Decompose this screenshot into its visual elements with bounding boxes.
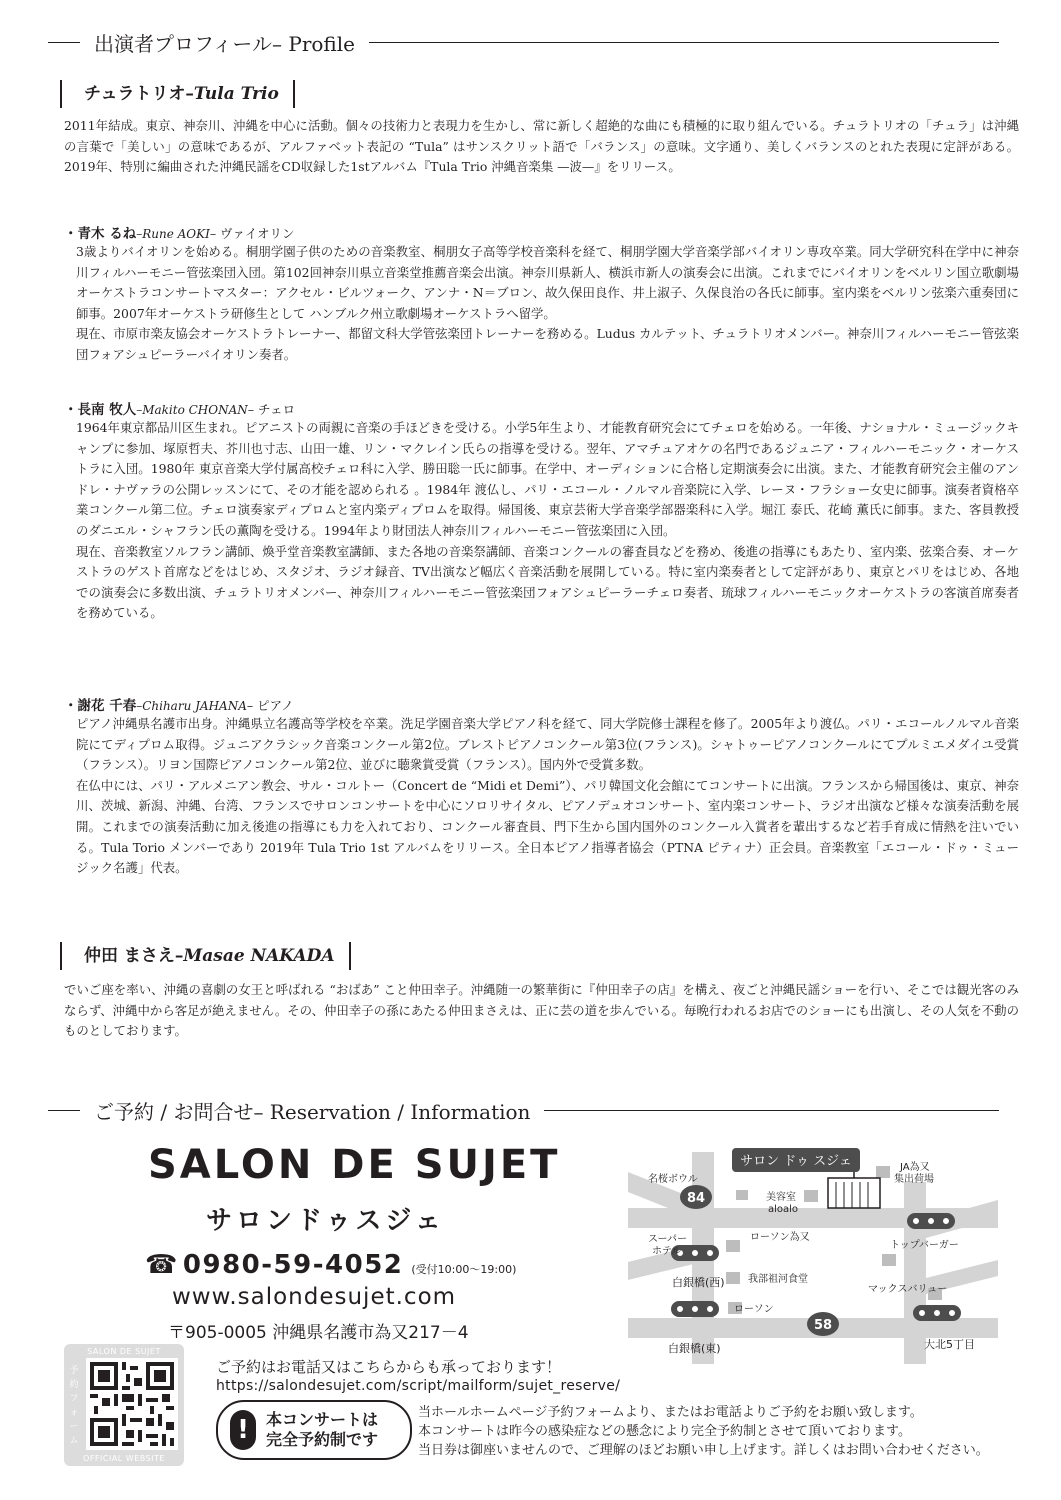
member-name-en: –Chiharu JAHANA — [136, 699, 247, 713]
map-label: ローソン — [734, 1304, 774, 1315]
exclamation-icon: ! — [230, 1410, 256, 1450]
route-84-icon — [680, 1185, 712, 1209]
member-bio-jahana — [76, 714, 1019, 879]
qr-code-icon[interactable] — [86, 1358, 178, 1450]
reservation-url-link[interactable]: https://salondesujet.com/script/mailform/sujet_reserve/ — [216, 1378, 621, 1394]
map-label: ローソン為又 — [750, 1232, 810, 1243]
salon-map-label: サロン ドゥ スジェ — [740, 1154, 852, 1169]
map-label: JA為又 — [900, 1162, 930, 1173]
salon-name-ja: サロンドゥスジェ — [206, 1206, 445, 1236]
map-label: 白銀橋(西) — [672, 1276, 725, 1289]
tula-title-ja: チュラトリオ– — [84, 84, 194, 104]
salon-name-en: SALON DE SUJET — [148, 1142, 561, 1188]
bio-paragraph: 1964年東京都品川区生まれ。ピアニストの両親に音楽の手ほどきを受ける。小学5年生より、才能教育研究会にてチェロを始める。一年後、ナショナル・ミュージックキャンプに参加、塚原哲夫、芥川也寸志、山田一雄、リン・マクレイン氏らの指導を受ける。翌年、アマチュアオケの名門であるジュニア・フィルハーモニック・オーケストラに入団。1980年 東京音楽大学付属高校チェロ科に入学、勝田聡一氏に師事。在学中、オーディションに合格し定期演奏会に出演。また、才能教育研究会主催のアンドレ・ナヴァラの公開レッスンにて、その才能を認められる 。1984年 渡仏し、パリ・エコール・ノルマル音楽院に入学、レーヌ・フラショー女史に師事。演奏者資格卒業コンクール第二位。チェロ演奏家ディプロムと室内楽ディプロムを取得。帰国後、東京芸術大学音楽学部器楽科に入学。堀江 泰氏、花崎 薫氏に師事。また、客員教授のダニエル・シャフラン氏の薫陶を受ける。1994年より財団法人神奈川フィルハーモニー管弦楽団に入団。 — [76, 420, 1019, 538]
map-label: 我部祖河食堂 — [748, 1274, 808, 1285]
qr-code-panel[interactable] — [64, 1344, 184, 1466]
member-name-chonan — [64, 398, 295, 418]
tula-title-en: Tula Trio — [193, 84, 279, 104]
salon-building-icon — [828, 1170, 880, 1208]
bio-paragraph: 現在、市原市楽友協会オーケストラトレーナー、都留文科大学管弦楽団トレーナーを務める。Ludus カルテット、チュラトリオメンバー。神奈川フィルハーモニー管弦楽団フォアシュピーラーバイオリン奏者。 — [76, 326, 1019, 362]
header-rule — [544, 1110, 999, 1111]
map-label: トップバーガー — [890, 1240, 959, 1251]
tula-trio-description — [64, 116, 1019, 178]
svg-text:58: 58 — [813, 1318, 833, 1333]
member-role: – チェロ — [247, 402, 296, 417]
member-name-ja: ・謝花 千春 — [64, 698, 137, 714]
reservation-notes — [418, 1403, 989, 1460]
map-label: 大北5丁目 — [924, 1338, 975, 1351]
member-name-ja: ・長南 牧人 — [64, 402, 137, 418]
svg-text:84: 84 — [686, 1191, 706, 1206]
bio-paragraph: 現在、音楽教室ソルフラン講師、煥乎堂音楽教室講師、また各地の音楽祭講師、音楽コンクールの審査員などを務め、後進の指導にもあたり、室内楽、弦楽合奏、オーケストラのゲスト首席などをはじめ、スタジオ、ラジオ録音、TV出演など幅広く音楽活動を展開している。特に室内楽奏者として定評があり、東京とパリをはじめ、各地での演奏会に多数出演、チュラトリオメンバー、神奈川フィルハーモニー管弦楽団フォアシュピーラーチェロ奏者、琉球フィルハーモニックオーケストラの客演首席奏者を務めている。 — [76, 543, 1019, 621]
member-role: – ヴァイオリン — [209, 226, 295, 241]
nakada-title — [60, 942, 351, 970]
route-58-icon — [807, 1312, 839, 1336]
map-label: 集出荷場 — [894, 1174, 934, 1185]
note-line: 当日券は御座いませんので、ご理解のほどお願い申し上げます。詳しくはお問い合わせください。 — [418, 1443, 989, 1458]
nakada-description — [64, 980, 1019, 1042]
note-line: 本コンサートは昨今の感染症などの懸念により完全予約制とさせて頂いております。 — [418, 1424, 911, 1439]
header-dash — [48, 42, 80, 43]
badge-text — [266, 1410, 378, 1450]
salon-website-link[interactable]: www.salondesujet.com — [172, 1284, 457, 1310]
qr-side-label: 予約フォーム — [69, 1366, 79, 1446]
map-label: スーパー — [648, 1234, 687, 1245]
phone-number[interactable]: 0980-59-4052 — [182, 1250, 404, 1280]
reservation-section-header — [48, 1096, 999, 1124]
profile-section-header — [48, 28, 999, 56]
member-role: – ピアノ — [246, 698, 294, 713]
phone-icon: ☎ — [145, 1250, 179, 1280]
salon-phone[interactable] — [145, 1250, 516, 1280]
reservation-note: ご予約はお電話又はこちらからも承っております！ — [216, 1358, 562, 1376]
map-label: ホテル — [652, 1246, 682, 1257]
member-name-ja: ・青木 るね — [64, 226, 137, 242]
qr-bottom-label: OFFICIAL WEBSITE — [83, 1454, 165, 1463]
map-label: 白銀橋(東) — [668, 1342, 721, 1355]
badge-line: 完全予約制です — [266, 1430, 379, 1449]
note-line: 当ホールホームページ予約フォームより、またはお電話よりご予約をお願い致します。 — [418, 1405, 923, 1420]
phone-hours: (受付10:00〜19:00) — [411, 1263, 517, 1276]
member-name-en: –Rune AOKI — [136, 227, 210, 241]
reservation-header-text: ご予約 / お問合せ– Reservation / Information — [94, 1099, 531, 1124]
badge-line: 本コンサートは — [266, 1410, 379, 1429]
nakada-title-ja: 仲田 まさえ– — [84, 946, 184, 966]
map-label: aloalo — [768, 1204, 799, 1215]
map-label: 美容室 — [766, 1192, 796, 1203]
bio-paragraph: 3歳よりバイオリンを始める。桐朋学園子供のための音楽教室、桐朋女子高等学校音楽科を経て、桐朋学園大学音楽学部バイオリン専攻卒業。同大学研究科在学中に神奈川フィルハーモニー管弦楽団入団。第102回神奈川県立音楽堂推薦音楽会出演。神奈川県新人、横浜市新人の演奏会に出演。これまでにバイオリンをベルリン国立歌劇場オーケストラコンサートマスター：アクセル・ビルツォーク、アンナ・N＝ブロン、故久保田良作、井上淑子、久保良治の各氏に師事。室内楽をベルリン弦楽六重奏団に師事。2007年オーケストラ研修生として ハンブルク州立歌劇場オーケストラへ留学。 — [76, 244, 1019, 321]
reservation-only-badge — [216, 1400, 412, 1460]
member-name-en: –Makito CHONAN — [136, 403, 248, 417]
member-name-jahana — [64, 694, 294, 714]
nakada-paragraph: でいご座を率い、沖縄の喜劇の女王と呼ばれる “おばあ” こと仲田幸子。沖縄随一の繁華街に『仲田幸子の店』を構え、夜ごと沖縄民謡ショーを行い、そこでは観光客のみならず、沖縄中から客足が絶えません。その、仲田幸子の孫にあたる仲田まさえは、正に芸の道を歩んでいる。毎晩行われるお店でのショーにも出演し、その人気を不動のものとしております。 — [64, 982, 1019, 1039]
bio-paragraph: ピアノ沖縄県名護市出身。沖縄県立名護高等学校を卒業。洗足学園音楽大学ピアノ科を経て、同大学院修士課程を修了。2005年より渡仏。パリ・エコールノルマル音楽院にてディプロム取得。ジュニアクラシック音楽コンクール第2位。ブレストピアノコンクール第3位(フランス)。シャトゥーピアノコンクールにてプルミエメダイユ受賞（フランス）。リヨン国際ピアノコンクール第2位、並びに聴衆賞受賞（フランス）。国内外で受賞多数。 — [76, 716, 1019, 773]
qr-top-label: SALON DE SUJET — [87, 1347, 161, 1356]
bio-paragraph: 在仏中には、パリ・アルメニアン教会、サル・コルトー（Concert de “Midi et Demi”）、パリ韓国文化会館にてコンサートに出演。フランスから帰国後は、東京、神奈川、茨城、新潟、沖縄、台湾、フランスでサロンコンサートを中心にソロリサイタル、ピアノデュオコンサート、室内楽コンサート、ラジオ出演など様々な演奏活動を展開。これまでの演奏活動に加え後進の指導にも力を入れており、コンクール審査員、門下生から国内国外のコンクール入賞者を輩出するなど若手育成に情熱を注いでいる。Tula Torio メンバーであり 2019年 Tula Trio 1st アルバムをリリース。全日本ピアノ指導者協会（PTNA ピティナ）正会員。音楽教室「エコール・ドゥ・ミュージック名護」代表。 — [76, 777, 1019, 876]
salon-address: 〒905-0005 沖縄県名護市為又217－4 — [168, 1323, 469, 1343]
tula-trio-title — [60, 80, 295, 108]
member-name-aoki — [64, 222, 295, 242]
access-map[interactable] — [628, 1142, 998, 1364]
profile-header-text: 出演者プロフィール– Profile — [94, 31, 355, 56]
nakada-title-en: Masae NAKADA — [183, 946, 335, 966]
member-bio-chonan — [76, 418, 1019, 624]
header-dash — [48, 1110, 80, 1111]
map-label: マックスバリュー — [868, 1284, 948, 1295]
tula-paragraph: 2011年結成。東京、神奈川、沖縄を中心に活動。個々の技術力と表現力を生かし、常に新しく超絶的な曲にも積極的に取り組んでいる。チュラトリオの「チュラ」は沖縄の言葉で「美しい」の意味であるが、アルファベット表記の “Tula” はサンスクリット語で「バランス」の意味。文字通り、美しくバランスのとれた表現に定評がある。2019年、特別に編曲された沖縄民謡をCD収録した1stアルバム『Tula Trio 沖縄音楽集 —波—』をリリース。 — [64, 118, 1019, 175]
header-rule — [369, 42, 999, 43]
map-label: 名桜ボウル — [648, 1174, 698, 1185]
member-bio-aoki — [76, 242, 1019, 366]
